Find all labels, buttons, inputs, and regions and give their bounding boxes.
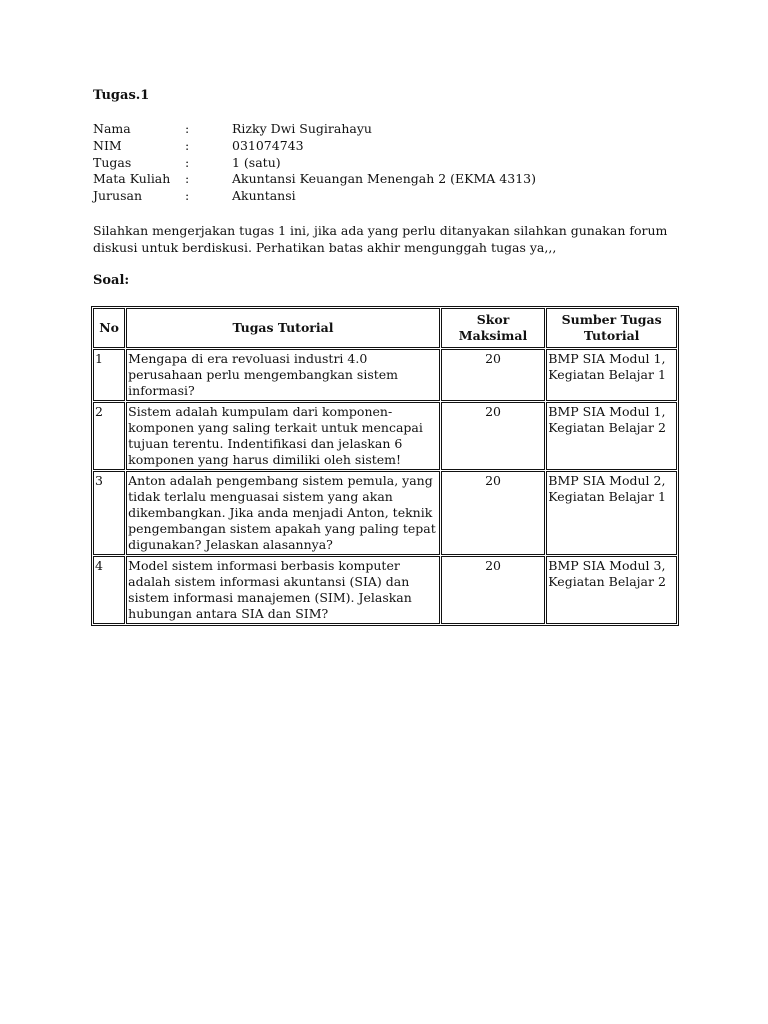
header-skor-maksimal: Skor Maksimal xyxy=(441,308,546,348)
info-colon: : xyxy=(185,188,190,204)
info-row-mata-kuliah xyxy=(93,171,536,188)
info-value: 1 (satu) xyxy=(232,154,281,170)
cell-source: BMP SIA Modul 1, Kegiatan Belajar 2 xyxy=(546,402,677,470)
cell-no: 2 xyxy=(93,402,125,470)
cell-score: 20 xyxy=(441,349,546,401)
cell-score: 20 xyxy=(441,556,546,624)
info-colon: : xyxy=(185,137,190,153)
info-colon: : xyxy=(185,121,190,136)
header-sumber-tugas: Sumber Tugas Tutorial xyxy=(546,308,677,348)
info-label: Tugas xyxy=(93,154,132,170)
student-info xyxy=(93,121,536,205)
info-label: Jurusan xyxy=(93,188,143,204)
header-no: No xyxy=(93,308,125,348)
table-header-row xyxy=(93,308,677,348)
cell-no: 4 xyxy=(93,556,125,624)
cell-no: 1 xyxy=(93,349,125,401)
info-row-tugas xyxy=(93,155,536,172)
info-row-nama xyxy=(93,121,536,138)
document-title: Tugas.1 xyxy=(93,88,150,103)
table-row xyxy=(93,556,677,624)
cell-task: Model sistem informasi berbasis komputer adalah sistem informasi akuntansi (SIA) dan sistem informasi manajemen (SIM). Jelaskan hubungan antara SIA dan SIM? xyxy=(126,556,440,624)
cell-score: 20 xyxy=(441,402,546,470)
info-label: NIM xyxy=(93,137,122,153)
info-label: Mata Kuliah xyxy=(93,171,171,187)
cell-source: BMP SIA Modul 1, Kegiatan Belajar 1 xyxy=(546,349,677,401)
cell-no: 3 xyxy=(93,471,125,555)
cell-score: 20 xyxy=(441,471,546,555)
cell-source: BMP SIA Modul 3, Kegiatan Belajar 2 xyxy=(546,556,677,624)
info-value: Akuntansi xyxy=(232,188,296,204)
info-colon: : xyxy=(185,171,190,187)
task-table xyxy=(91,306,679,626)
header-tugas-tutorial: Tugas Tutorial xyxy=(126,308,440,348)
cell-source: BMP SIA Modul 2, Kegiatan Belajar 1 xyxy=(546,471,677,555)
soal-heading: Soal: xyxy=(93,273,130,288)
table-row xyxy=(93,471,677,555)
info-row-jurusan xyxy=(93,188,536,205)
info-label: Nama xyxy=(93,121,131,136)
info-value: Akuntansi Keuangan Menengah 2 (EKMA 4313) xyxy=(232,171,536,187)
info-value: 031074743 xyxy=(232,137,304,153)
cell-task: Sistem adalah kumpulam dari komponen-komponen yang saling terkait untuk mencapai tujuan terentu. Indentifikasi dan jelaskan 6 komponen yang harus dimiliki oleh sistem! xyxy=(126,402,440,470)
intro-paragraph: Silahkan mengerjakan tugas 1 ini, jika ada yang perlu ditanyakan silahkan gunakan forum diskusi untuk berdiskusi. Perhatikan batas akhir mengunggah tugas ya,,, xyxy=(93,223,668,255)
info-value: Rizky Dwi Sugirahayu xyxy=(232,121,372,136)
table-row xyxy=(93,349,677,401)
cell-task: Anton adalah pengembang sistem pemula, yang tidak terlalu menguasai sistem yang akan dikembangkan. Jika anda menjadi Anton, teknik pengembangan sistem apakah yang paling tepat digunakan? Jelaskan alasannya? xyxy=(126,471,440,555)
info-row-nim xyxy=(93,138,536,155)
cell-task: Mengapa di era revoluasi industri 4.0 perusahaan perlu mengembangkan sistem informasi? xyxy=(126,349,440,401)
info-colon: : xyxy=(185,154,190,170)
table-row xyxy=(93,402,677,470)
